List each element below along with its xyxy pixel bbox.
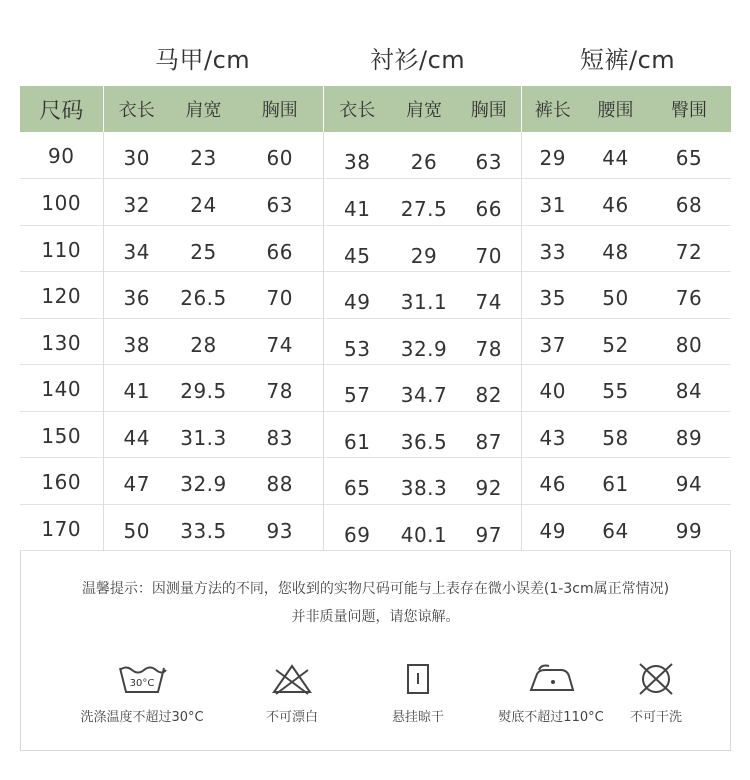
care-item-wash: [67, 662, 217, 725]
care-label: 熨底不超过110°C: [498, 710, 604, 725]
wash-30-icon: [116, 662, 168, 696]
measurement-cell: 45: [344, 243, 371, 268]
measurement-cell: 49: [344, 290, 371, 314]
measurement-cell: 25: [190, 239, 217, 264]
measurement-cell: 50: [123, 518, 150, 543]
measurement-cell: 80: [675, 332, 703, 357]
table-row: [20, 179, 731, 226]
size-cell: 130: [20, 318, 103, 365]
size-cell: 140: [20, 365, 103, 412]
wash-temp-badge: 30°C: [129, 678, 155, 689]
measurement-cell: 78: [237, 365, 323, 412]
measurement-cell: 70: [237, 272, 323, 319]
measurement-cell: 82: [457, 365, 521, 412]
measurement-cell: 83: [237, 411, 323, 458]
size-cell: 110: [20, 225, 103, 272]
measurement-cell: 72: [675, 239, 703, 264]
shirt-title: 衬衫/cm: [370, 46, 466, 74]
measurement-cell: 68: [675, 193, 703, 217]
measurement-cell: 60: [237, 132, 323, 179]
vest-title: 马甲/cm: [155, 46, 251, 74]
header-cell: 衣长: [118, 100, 155, 121]
size-chart-table: [20, 86, 731, 551]
measurement-cell: 33.5: [180, 518, 227, 543]
header-cell: 裤长: [534, 100, 571, 121]
group-titles: [0, 40, 750, 76]
measurement-cell: 87: [457, 411, 521, 458]
measurement-cell: 93: [237, 504, 323, 551]
measurement-cell: 94: [675, 472, 703, 496]
measurement-cell: 32.9: [400, 336, 448, 361]
measurement-cell: 29.5: [180, 379, 227, 403]
size-cell: 100: [20, 179, 103, 226]
header-cell: 肩宽: [185, 100, 222, 121]
care-item-iron: [476, 662, 626, 725]
measurement-cell: 27.5: [400, 197, 448, 221]
table-row: [20, 272, 731, 319]
table-body: [20, 132, 731, 551]
measurement-cell: 26: [410, 150, 438, 174]
measurement-cell: 30: [123, 146, 150, 170]
table-row: [20, 318, 731, 365]
measurement-cell: 40: [539, 379, 566, 403]
measurement-cell: 23: [190, 146, 217, 170]
size-cell: 120: [20, 272, 103, 319]
measurement-cell: 99: [675, 518, 703, 543]
measurement-cell: 57: [344, 383, 371, 407]
measurement-cell: 61: [602, 472, 629, 496]
measurement-cell: 61: [344, 429, 371, 454]
measurement-cell: 37: [539, 332, 566, 357]
measurement-cell: 31.3: [180, 425, 227, 450]
measurement-cell: 36.5: [400, 429, 448, 454]
measurement-cell: 48: [602, 239, 629, 264]
measurement-cell: 74: [237, 318, 323, 365]
no-dry-clean-icon: [636, 662, 676, 696]
measurement-cell: 63: [457, 132, 521, 179]
measurement-cell: 76: [675, 286, 703, 310]
measurement-cell: 47: [123, 472, 150, 496]
measurement-cell: 28: [190, 332, 217, 357]
measurement-cell: 55: [602, 379, 629, 403]
measurement-cell: 31: [539, 193, 566, 217]
care-label: 悬挂晾干: [391, 710, 444, 725]
measurement-cell: 74: [457, 272, 521, 319]
measurement-cell: 53: [344, 336, 371, 361]
measurement-cell: 26.5: [180, 286, 227, 310]
care-label: 洗涤温度不超过30°C: [80, 710, 204, 725]
iron-110-icon: [525, 662, 577, 696]
measurement-cell: 46: [602, 193, 629, 217]
measurement-cell: 38: [344, 150, 371, 174]
measurement-cell: 44: [123, 425, 150, 450]
size-cell: 150: [20, 411, 103, 458]
care-label: 不可漂白: [265, 710, 318, 725]
notice-text-continued: 并非质量问题，请您谅解。: [291, 609, 460, 625]
measurement-cell: 38.3: [400, 476, 448, 500]
measurement-cell: 34: [123, 239, 150, 264]
measurement-cell: 89: [675, 425, 703, 450]
measurement-cell: 92: [457, 458, 521, 505]
measurement-cell: 29: [539, 146, 566, 170]
measurement-cell: 52: [602, 332, 629, 357]
measurement-cell: 65: [675, 146, 703, 170]
header-cell: 胸围: [457, 86, 521, 132]
notice-box: [20, 550, 731, 751]
measurement-cell: 29: [410, 243, 438, 268]
measurement-cell: 31.1: [400, 290, 448, 314]
measurement-cell: 69: [344, 522, 371, 547]
measurement-cell: 65: [344, 476, 371, 500]
table-header-row: [20, 86, 731, 132]
table-row: [20, 225, 731, 272]
table-row: [20, 132, 731, 179]
shorts-title: 短裤/cm: [580, 46, 676, 74]
measurement-cell: 58: [602, 425, 629, 450]
measurement-cell: 63: [237, 179, 323, 226]
care-label: 不可干洗: [629, 710, 682, 725]
measurement-cell: 41: [123, 379, 150, 403]
measurement-cell: 32.9: [180, 472, 227, 496]
measurement-cell: 33: [539, 239, 566, 264]
measurement-cell: 70: [457, 225, 521, 272]
measurement-cell: 78: [457, 318, 521, 365]
size-cell: 160: [20, 458, 103, 505]
hang-dry-icon: [403, 662, 433, 696]
measurement-cell: 40.1: [400, 522, 448, 547]
measurement-cell: 50: [602, 286, 629, 310]
no-bleach-icon: [270, 662, 314, 696]
notice-text: 温馨提示：因测量方法的不同，您收到的实物尺码可能与上表存在微小误差(1-3cm属正常情况): [81, 581, 670, 597]
measurement-cell: 46: [539, 472, 566, 496]
header-cell: 尺码: [20, 86, 103, 132]
size-cell: 170: [20, 504, 103, 551]
measurement-cell: 88: [237, 458, 323, 505]
header-cell: 肩宽: [406, 100, 442, 121]
header-cell: 胸围: [237, 86, 323, 132]
care-item-hang-dry: [343, 662, 493, 725]
measurement-cell: 36: [123, 286, 150, 310]
header-cell: 腰围: [597, 100, 634, 121]
measurement-cell: 24: [190, 193, 217, 217]
table-row: [20, 411, 731, 458]
measurement-cell: 97: [457, 504, 521, 551]
care-instructions: [21, 662, 730, 742]
size-cell: 90: [20, 132, 103, 179]
measurement-cell: 43: [539, 425, 566, 450]
table-row: [20, 504, 731, 551]
measurement-cell: 66: [457, 179, 521, 226]
measurement-cell: 41: [344, 197, 371, 221]
table-row: [20, 365, 731, 412]
measurement-cell: 32: [123, 193, 150, 217]
measurement-cell: 84: [675, 379, 703, 403]
header-cell: 臀围: [671, 100, 707, 121]
measurement-cell: 64: [602, 518, 629, 543]
table-row: [20, 458, 731, 505]
measurement-cell: 44: [602, 146, 629, 170]
care-item-no-dry-clean: [606, 662, 706, 725]
measurement-cell: 38: [123, 332, 150, 357]
measurement-cell: 49: [539, 518, 566, 543]
measurement-cell: 66: [237, 225, 323, 272]
header-cell: 衣长: [339, 100, 376, 121]
measurement-cell: 34.7: [400, 383, 448, 407]
measurement-cell: 35: [539, 286, 566, 310]
